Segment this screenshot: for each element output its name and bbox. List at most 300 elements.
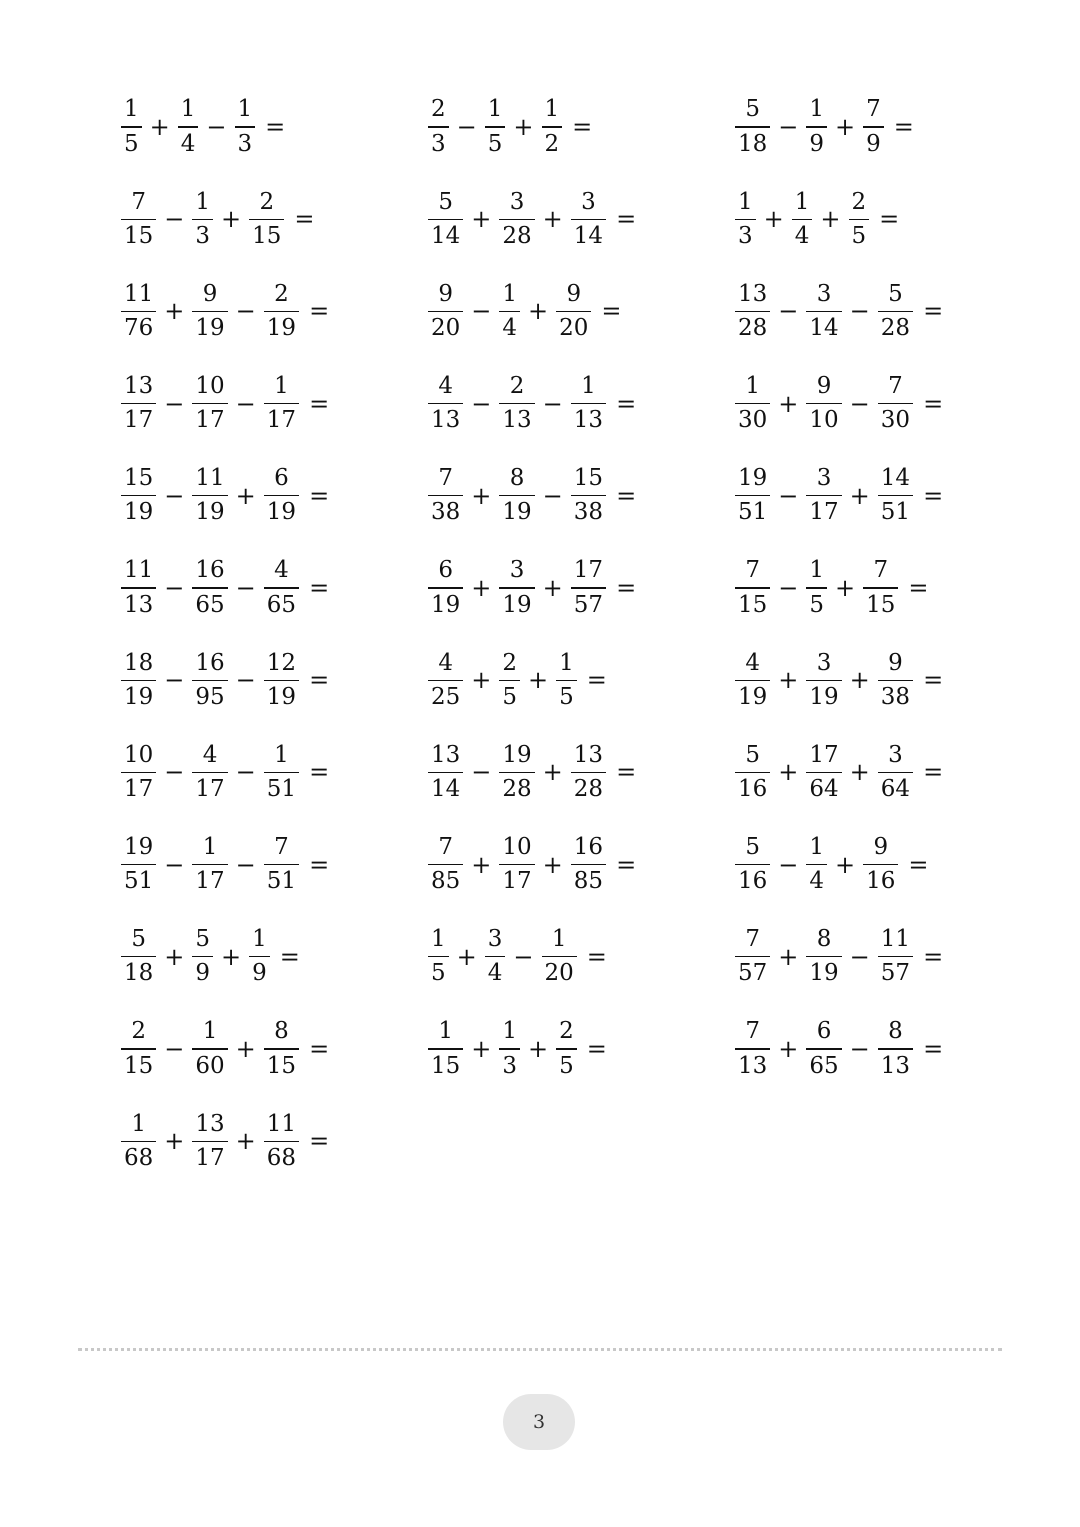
- denominator: 17: [809, 499, 839, 526]
- fraction: [571, 559, 606, 616]
- fraction: [792, 188, 813, 249]
- denominator: 19: [195, 315, 225, 342]
- numerator: 7: [888, 372, 903, 399]
- equals-sign: =: [586, 1035, 607, 1063]
- numerator: 11: [195, 465, 225, 492]
- denominator: 28: [502, 222, 532, 249]
- fraction: [192, 649, 227, 710]
- numerator: 7: [873, 557, 889, 584]
- operator: +: [835, 850, 856, 879]
- fraction: [735, 741, 770, 803]
- denominator: 28: [738, 315, 768, 342]
- operator: +: [471, 481, 492, 510]
- numerator: 17: [573, 557, 604, 584]
- equals-sign: =: [586, 942, 607, 971]
- problem-3: [734, 92, 914, 162]
- denominator: 2: [544, 130, 560, 157]
- fraction: [571, 741, 606, 803]
- equals-sign: =: [893, 113, 914, 141]
- fraction: [735, 467, 770, 524]
- denominator: 15: [431, 1052, 461, 1079]
- fraction: [264, 741, 299, 803]
- denominator: 17: [195, 1144, 225, 1171]
- numerator: 19: [502, 741, 532, 768]
- denominator: 9: [866, 130, 881, 157]
- numerator: 11: [880, 926, 911, 953]
- denominator: 3: [431, 130, 446, 157]
- problem-31: [120, 1014, 329, 1084]
- denominator: 5: [559, 1052, 574, 1079]
- operator: −: [513, 942, 534, 971]
- numerator: 1: [738, 188, 753, 215]
- fraction: [735, 280, 770, 342]
- denominator: 68: [124, 1144, 154, 1171]
- problem-23: [427, 737, 636, 807]
- fraction: [192, 559, 227, 616]
- numerator: 9: [816, 372, 832, 399]
- denominator: 95: [195, 683, 225, 710]
- equals-sign: =: [616, 205, 637, 234]
- problem-30: [734, 922, 943, 992]
- numerator: 1: [131, 1110, 146, 1137]
- numerator: 5: [438, 188, 453, 215]
- problem-13: [120, 461, 329, 531]
- denominator: 60: [195, 1052, 225, 1079]
- fraction: [192, 1110, 227, 1171]
- denominator: 14: [431, 222, 461, 249]
- fraction: [428, 188, 463, 249]
- numerator: 1: [237, 96, 253, 123]
- numerator: 7: [866, 96, 881, 123]
- operator: +: [542, 850, 563, 879]
- operator: −: [471, 297, 492, 326]
- numerator: 1: [745, 372, 760, 399]
- operator: −: [471, 389, 492, 418]
- equals-sign: =: [601, 297, 622, 326]
- fraction: [556, 280, 591, 342]
- problem-2: [427, 92, 592, 162]
- fraction: [878, 928, 913, 985]
- numerator: 1: [202, 833, 218, 860]
- fraction: [192, 741, 227, 803]
- problem-10: [120, 369, 329, 439]
- operator: −: [235, 574, 256, 602]
- fraction: [806, 833, 827, 895]
- fraction: [192, 833, 227, 895]
- numerator: 1: [487, 96, 503, 123]
- denominator: 13: [502, 407, 532, 434]
- denominator: 4: [487, 960, 503, 987]
- denominator: 20: [431, 315, 461, 342]
- fraction: [542, 928, 577, 985]
- numerator: 7: [131, 188, 146, 215]
- equals-sign: =: [908, 850, 929, 879]
- problem-4: [120, 184, 315, 254]
- numerator: 8: [816, 926, 832, 953]
- numerator: 15: [124, 465, 154, 492]
- equals-sign: =: [572, 113, 593, 141]
- fraction: [499, 372, 534, 434]
- page-number-badge: [503, 1394, 575, 1450]
- denominator: 20: [559, 315, 589, 342]
- equals-sign: =: [309, 297, 330, 326]
- fraction: [499, 1020, 520, 1077]
- operator: −: [471, 758, 492, 787]
- denominator: 10: [809, 407, 839, 434]
- fraction: [556, 1020, 577, 1077]
- fraction: [499, 280, 520, 342]
- operator: +: [164, 1127, 185, 1156]
- problem-24: [734, 737, 943, 807]
- operator: −: [235, 666, 256, 695]
- numerator: 13: [573, 741, 604, 768]
- operator: +: [528, 1035, 549, 1063]
- denominator: 19: [195, 499, 225, 526]
- numerator: 19: [124, 833, 154, 860]
- problem-21: [734, 645, 943, 715]
- fraction: [806, 649, 841, 710]
- denominator: 85: [431, 868, 461, 895]
- fraction: [121, 188, 156, 249]
- denominator: 5: [487, 130, 503, 157]
- operator: +: [164, 942, 185, 971]
- numerator: 5: [745, 833, 760, 860]
- fraction: [428, 98, 449, 155]
- operator: −: [164, 389, 185, 418]
- numerator: 4: [202, 741, 218, 768]
- denominator: 5: [502, 683, 518, 710]
- fraction: [192, 188, 213, 249]
- numerator: 2: [131, 1018, 146, 1045]
- operator: −: [778, 574, 799, 602]
- numerator: 16: [195, 557, 225, 584]
- numerator: 3: [816, 280, 832, 307]
- denominator: 65: [195, 591, 225, 618]
- operator: −: [235, 758, 256, 787]
- denominator: 28: [880, 315, 911, 342]
- numerator: 1: [274, 741, 289, 768]
- equals-sign: =: [309, 1127, 330, 1156]
- operator: −: [164, 758, 185, 787]
- numerator: 16: [573, 833, 604, 860]
- page-number: 3: [532, 1411, 546, 1433]
- problem-19: [120, 645, 329, 715]
- fraction: [806, 98, 827, 155]
- numerator: 18: [124, 649, 154, 676]
- numerator: 11: [266, 1110, 297, 1137]
- numerator: 9: [438, 280, 453, 307]
- denominator: 9: [809, 130, 825, 157]
- numerator: 7: [438, 465, 453, 492]
- operator: +: [471, 574, 492, 602]
- numerator: 1: [544, 96, 560, 123]
- operator: −: [456, 113, 477, 141]
- numerator: 1: [124, 96, 139, 123]
- numerator: 14: [880, 465, 911, 492]
- equals-sign: =: [616, 850, 637, 879]
- denominator: 51: [880, 499, 911, 526]
- numerator: 1: [809, 557, 825, 584]
- numerator: 2: [509, 372, 525, 399]
- problem-28: [120, 922, 300, 992]
- fraction: [121, 833, 156, 895]
- numerator: 7: [745, 926, 760, 953]
- numerator: 5: [745, 741, 760, 768]
- fraction: [192, 372, 227, 434]
- denominator: 5: [431, 960, 446, 987]
- denominator: 5: [124, 130, 139, 157]
- denominator: 5: [809, 591, 825, 618]
- denominator: 17: [266, 407, 297, 434]
- fraction: [735, 928, 770, 985]
- numerator: 6: [274, 465, 289, 492]
- fraction: [249, 188, 284, 249]
- equals-sign: =: [309, 1035, 330, 1063]
- equals-sign: =: [294, 205, 315, 234]
- operator: +: [835, 113, 856, 141]
- numerator: 15: [573, 465, 604, 492]
- fraction: [121, 467, 156, 524]
- fraction: [121, 372, 156, 434]
- numerator: 1: [794, 188, 810, 215]
- numerator: 13: [431, 741, 461, 768]
- fraction: [264, 280, 299, 342]
- denominator: 51: [738, 499, 768, 526]
- denominator: 3: [502, 1052, 518, 1079]
- operator: +: [471, 1035, 492, 1063]
- equals-sign: =: [616, 481, 637, 510]
- numerator: 5: [131, 926, 146, 953]
- operator: −: [164, 574, 185, 602]
- problem-1: [120, 92, 285, 162]
- denominator: 15: [266, 1052, 297, 1079]
- problem-6: [734, 184, 899, 254]
- operator: −: [235, 389, 256, 418]
- numerator: 2: [502, 649, 518, 676]
- equals-sign: =: [309, 666, 330, 695]
- denominator: 19: [431, 591, 461, 618]
- fraction: [264, 1020, 299, 1077]
- denominator: 15: [252, 222, 282, 249]
- operator: +: [513, 113, 534, 141]
- operator: +: [778, 758, 799, 787]
- problem-5: [427, 184, 636, 254]
- equals-sign: =: [908, 574, 929, 602]
- problem-16: [120, 553, 329, 623]
- numerator: 1: [195, 188, 211, 215]
- fraction: [192, 928, 213, 985]
- denominator: 9: [195, 960, 211, 987]
- numerator: 13: [124, 372, 154, 399]
- fraction: [571, 833, 606, 895]
- equals-sign: =: [923, 758, 944, 787]
- fraction: [264, 649, 299, 710]
- fraction: [121, 559, 156, 616]
- numerator: 4: [745, 649, 760, 676]
- numerator: 1: [502, 280, 518, 307]
- denominator: 65: [809, 1052, 839, 1079]
- denominator: 20: [544, 960, 574, 987]
- denominator: 51: [124, 868, 154, 895]
- denominator: 13: [124, 591, 154, 618]
- denominator: 19: [809, 960, 839, 987]
- denominator: 4: [180, 130, 196, 157]
- numerator: 4: [438, 649, 453, 676]
- operator: −: [164, 1035, 185, 1063]
- fraction: [556, 649, 577, 710]
- numerator: 9: [888, 649, 903, 676]
- denominator: 15: [866, 591, 896, 618]
- denominator: 25: [431, 683, 461, 710]
- denominator: 17: [195, 868, 225, 895]
- fraction: [499, 188, 534, 249]
- denominator: 13: [573, 407, 604, 434]
- operator: −: [542, 389, 563, 418]
- problem-18: [734, 553, 929, 623]
- operator: +: [471, 850, 492, 879]
- denominator: 15: [124, 222, 154, 249]
- numerator: 1: [202, 1018, 218, 1045]
- numerator: 8: [274, 1018, 289, 1045]
- numerator: 2: [431, 96, 446, 123]
- numerator: 10: [124, 741, 154, 768]
- fraction: [735, 372, 770, 434]
- denominator: 19: [809, 683, 839, 710]
- numerator: 3: [581, 188, 596, 215]
- fraction: [428, 280, 463, 342]
- operator: −: [164, 205, 185, 234]
- numerator: 10: [502, 833, 532, 860]
- numerator: 4: [274, 557, 289, 584]
- problem-15: [734, 461, 943, 531]
- fraction: [264, 372, 299, 434]
- numerator: 8: [888, 1018, 903, 1045]
- operator: +: [763, 205, 784, 234]
- numerator: 10: [195, 372, 225, 399]
- operator: +: [456, 942, 477, 971]
- denominator: 85: [573, 868, 604, 895]
- operator: +: [471, 205, 492, 234]
- fraction: [806, 928, 841, 985]
- numerator: 1: [581, 372, 596, 399]
- operator: +: [778, 1035, 799, 1063]
- fraction: [849, 188, 870, 249]
- operator: +: [778, 942, 799, 971]
- problem-9: [734, 276, 943, 346]
- dotted-divider: [78, 1348, 1002, 1351]
- numerator: 3: [509, 557, 525, 584]
- operator: +: [471, 666, 492, 695]
- equals-sign: =: [616, 389, 637, 418]
- operator: +: [221, 942, 242, 971]
- numerator: 13: [195, 1110, 225, 1137]
- operator: −: [542, 481, 563, 510]
- fraction: [192, 280, 227, 342]
- numerator: 11: [124, 557, 154, 584]
- denominator: 17: [195, 776, 225, 803]
- numerator: 5: [888, 280, 903, 307]
- fraction: [878, 467, 913, 524]
- denominator: 76: [124, 315, 154, 342]
- operator: −: [164, 481, 185, 510]
- operator: −: [778, 113, 799, 141]
- numerator: 2: [559, 1018, 574, 1045]
- fraction: [571, 188, 606, 249]
- denominator: 19: [266, 315, 297, 342]
- denominator: 4: [794, 222, 810, 249]
- denominator: 19: [266, 683, 297, 710]
- denominator: 19: [124, 499, 154, 526]
- denominator: 3: [738, 222, 753, 249]
- fraction: [264, 833, 299, 895]
- operator: +: [542, 758, 563, 787]
- fraction: [121, 98, 142, 155]
- operator: +: [542, 205, 563, 234]
- operator: −: [849, 389, 870, 418]
- denominator: 13: [738, 1052, 768, 1079]
- fraction: [264, 559, 299, 616]
- operator: +: [542, 574, 563, 602]
- fraction: [806, 559, 827, 616]
- fraction: [235, 98, 256, 155]
- numerator: 7: [274, 833, 289, 860]
- problem-8: [427, 276, 622, 346]
- operator: +: [528, 666, 549, 695]
- fraction: [878, 372, 913, 434]
- denominator: 13: [880, 1052, 911, 1079]
- operator: +: [835, 574, 856, 602]
- fraction: [264, 1110, 299, 1171]
- numerator: 3: [509, 188, 525, 215]
- equals-sign: =: [923, 942, 944, 971]
- equals-sign: =: [279, 942, 300, 971]
- denominator: 17: [195, 407, 225, 434]
- problem-29: [427, 922, 607, 992]
- fraction: [735, 1020, 770, 1077]
- problem-14: [427, 461, 636, 531]
- problem-7: [120, 276, 329, 346]
- operator: −: [206, 113, 227, 141]
- operator: −: [164, 850, 185, 879]
- denominator: 3: [195, 222, 211, 249]
- fraction: [121, 1020, 156, 1077]
- denominator: 14: [431, 776, 461, 803]
- fraction: [121, 928, 156, 985]
- denominator: 28: [573, 776, 604, 803]
- numerator: 5: [195, 926, 211, 953]
- fraction: [499, 649, 520, 710]
- numerator: 2: [851, 188, 867, 215]
- operator: −: [778, 481, 799, 510]
- operator: −: [849, 297, 870, 326]
- operator: +: [221, 205, 242, 234]
- fraction: [428, 467, 463, 524]
- fraction: [428, 1020, 463, 1077]
- numerator: 1: [180, 96, 196, 123]
- operator: −: [849, 942, 870, 971]
- operator: −: [849, 1035, 870, 1063]
- numerator: 9: [202, 280, 218, 307]
- numerator: 1: [274, 372, 289, 399]
- denominator: 19: [502, 499, 532, 526]
- numerator: 16: [195, 649, 225, 676]
- equals-sign: =: [923, 1035, 944, 1063]
- fraction: [192, 467, 227, 524]
- operator: +: [235, 481, 256, 510]
- numerator: 3: [487, 926, 503, 953]
- equals-sign: =: [309, 574, 330, 602]
- problem-27: [734, 830, 929, 900]
